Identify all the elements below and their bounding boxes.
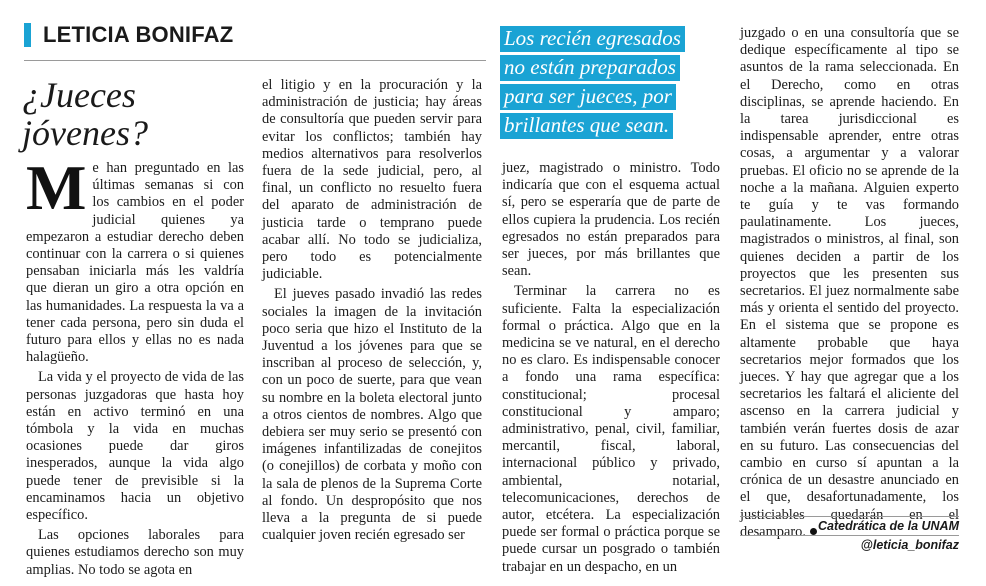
pull-quote-line: Los recién egresados [500,26,685,52]
article-column-2 [262,77,482,544]
paragraph [26,152,244,366]
author-credit: Catedrática de la UNAM [817,519,959,533]
paragraph: el litigio y en la procuración y la administración de justicia; hay áreas de consultoría que pueden servir para evitar los conflictos; también hay medios alternativos para resolverlos fuera de la sede judicial, pero, al final, un conflicto no resuelto fuera del aparato de administración de justicia tarde o temprano puede acabar allí. No todo se judicializa, pero todo es potencialmente judiciable. [262,77,482,283]
paragraph: Terminar la carrera no es suficiente. Falta la especialización formal o práctica. Algo que en la medicina se ve natural, en el derecho no es claro. Es indispensable conocer a fondo una rama específica: constitucional; procesal constitucional y amparo; administrativo, penal, civil, familiar, mercantil, fiscal, laboral, internacional público y privado, ambiental, notarial, telecomunicaciones, derechos de autor, etcétera. La especialización puede ser formal o práctica porque se puede cursar un posgrado o también trabajar en un despacho, en un [502,283,720,575]
author-accent-bar [24,23,31,47]
credit-rule [740,516,959,517]
paragraph [740,25,959,541]
pull-quote-line: brillantes que sean. [500,113,673,139]
pull-quote-line: para ser jueces, por [500,84,676,110]
headline: ¿Jueces jóvenes? [22,75,148,153]
article-column-1 [26,152,244,579]
paragraph: La vida y el proyecto de vida de las personas juzgadoras que hasta hoy están en activo terminó en una tómbola y la vida en muchas ocasiones puede dar giros inesperados, aunque la vida algo puede tener de previsible si la encaminamos hacia un objetivo específico. [26,369,244,524]
paragraph: juez, magistrado o ministro. Todo indicaría que con el esquema actual sí, pero se esperaría que de parte de ellos cupiera la prudencia. Los recién egresados no están preparados para ser jueces, por más brillantes que sean. [502,160,720,280]
drop-cap: M [26,152,87,223]
handle-rule [740,535,959,536]
pull-quote-line: no están preparados [500,55,680,81]
paragraph-text: e han preguntado en las últimas semanas si con los cambios en el poder judicial quienes ya empezaron a estudiar derecho deben continuar con la carrera o si quienes pensaban iniciarla más les valdría que dieran un giro a otra opción en las humanidades. La respuesta la va a tener cada persona, pero sin duda el futuro para ellos y ellas no es nada halagüeño. [26,160,244,366]
paragraph: El jueves pasado invadió las redes sociales la imagen de la invitación poco seria que hizo el Instituto de la Juventud a los jóvenes para que se inscriban al proceso de selección, y, con un poco de suerte, para que vean su nombre en la boleta electoral junto a otros cientos de nombres. Algo que debiera ser muy serio se presentó con imágenes infantilizadas de conejitos (o conejillos) de corbata y moño con la sala de plenos de la Suprema Corte al fondo. Un despropósito que nos lleva a la pregunta de si puede cualquier joven recién egresado ser [262,286,482,544]
author-rule [24,60,486,61]
author-bar [24,20,486,50]
pull-quote [500,26,718,142]
article-column-3 [502,160,720,576]
article-column-4 [740,25,959,541]
paragraph: Las opciones laborales para quienes estudiamos derecho son muy amplias. No todo se agota en [26,527,244,578]
paragraph-text: juzgado o en una consultoría que se dedique específicamente al tipo se asuntos de la rama seleccionada. En el Derecho, como en otras disciplinas, se aprende haciendo. En la tarea jurisdiccional es indispensable aprender, entre otras cosas, a argumentar y a valorar pruebas. El oficio no se aprende de la noche a la mañana. Alguien experto te guía y te vas formando paulatinamente. Los jueces, magistrados o ministros, al final, son quienes deciden a partir de los proyectos que les presenten sus secretarios. El juez normalmente sabe más y orienta el sentido del proyecto. En el sistema que se propone es altamente probable que haya secretarios mejor formados que los jueces. Y hay que agregar que a los secretarios les faltará el aliciente del ascenso en la carrera judicial y también verán fuertes dosis de azar en su futuro. Las consecuencias del cambio en curso sí apuntan a la crónica de un desastre anunciado en el que, desafortunadamente, los justiciables quedarán en el desamparo. [740,25,959,540]
author-handle: @leticia_bonifaz [860,538,959,552]
author-name: LETICIA BONIFAZ [43,22,234,47]
